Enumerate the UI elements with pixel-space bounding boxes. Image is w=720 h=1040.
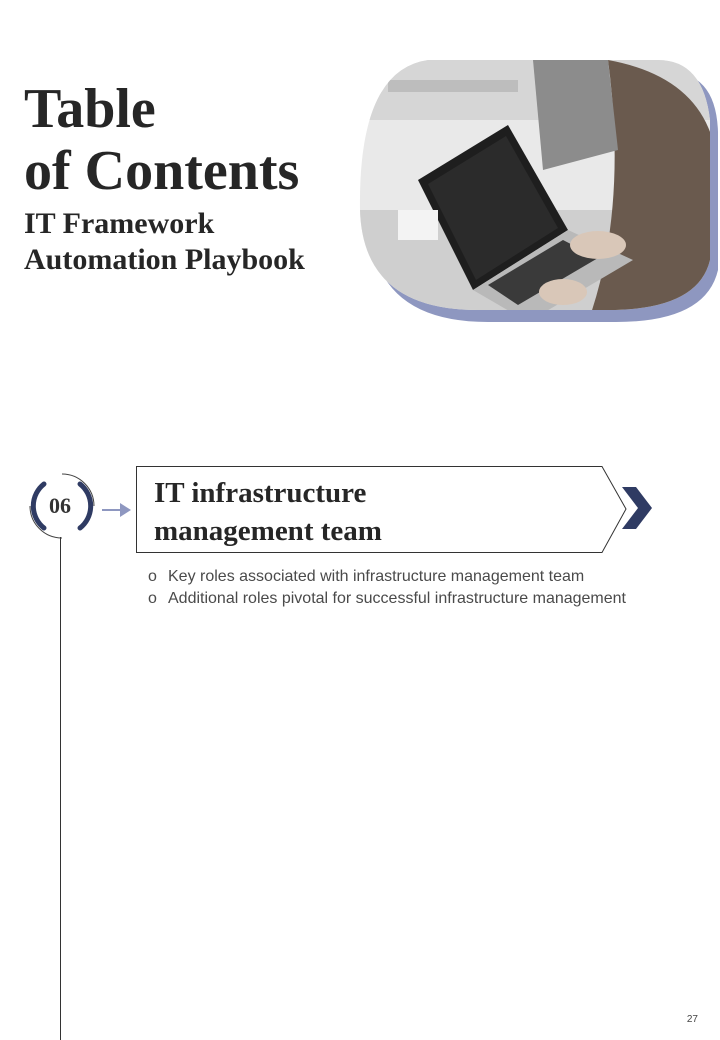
chevron-right-icon xyxy=(620,487,654,529)
bullet-marker: o xyxy=(148,590,157,607)
subtitle-line-2: Automation Playbook xyxy=(24,243,305,276)
arrow-right-icon xyxy=(100,500,134,520)
section-number: 06 xyxy=(49,493,71,518)
title-block xyxy=(24,78,305,278)
laptop-photo-image xyxy=(358,60,718,322)
bullet-marker: o xyxy=(148,568,157,585)
title-line-1: Table xyxy=(24,78,156,140)
subtitle-line-1: IT Framework xyxy=(24,207,215,240)
timeline-line xyxy=(60,537,61,1040)
section-title[interactable] xyxy=(154,474,574,550)
section-bullet-list xyxy=(148,566,688,610)
page-title xyxy=(24,78,305,202)
section-title-line-1: IT infrastructure xyxy=(154,477,367,509)
bullet-text: Additional roles pivotal for successful infrastructure management xyxy=(168,590,626,607)
page-subtitle xyxy=(24,206,305,278)
header-photo xyxy=(358,60,718,322)
bullet-item xyxy=(148,566,688,588)
section-title-line-2: management team xyxy=(154,515,382,547)
bullet-item xyxy=(148,588,688,610)
bullet-text: Key roles associated with infrastructure management team xyxy=(168,568,585,585)
page-number: 27 xyxy=(686,1014,698,1025)
title-line-2: of Contents xyxy=(24,140,300,202)
